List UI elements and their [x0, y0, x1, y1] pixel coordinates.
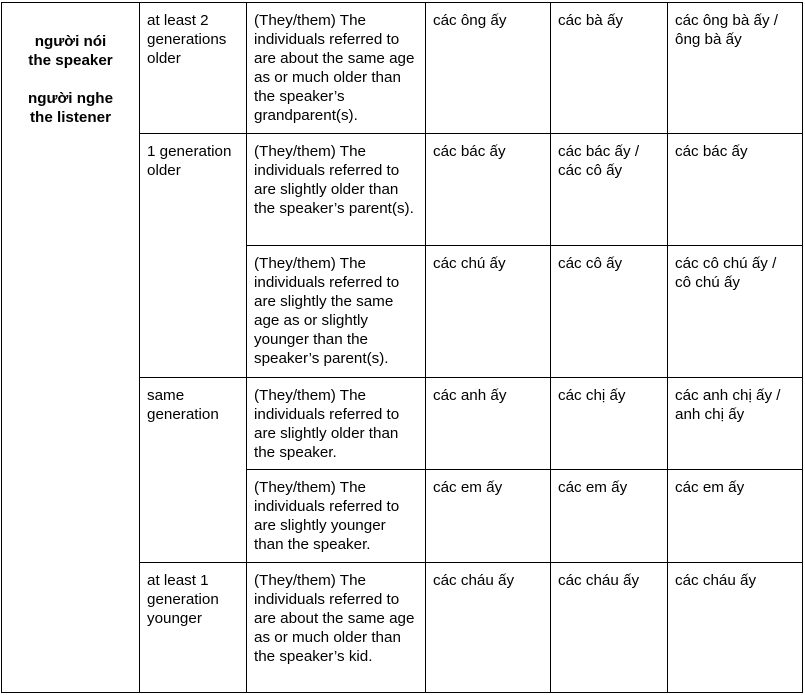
description-cell: (They/them) The individuals referred to are about the same age as or much older than the speaker’s grandparent(s).: [247, 3, 426, 134]
pronoun-cell-mixed: các cô chú ấy / cô chú ấy: [668, 246, 803, 378]
pronoun-cell-female: các em ấy: [551, 470, 668, 563]
pronoun-cell-mixed: các anh chị ấy / anh chị ấy: [668, 378, 803, 470]
generation-cell: same generation: [140, 378, 247, 563]
pronoun-cell-female: các bà ấy: [551, 3, 668, 134]
pronoun-cell-mixed: các ông bà ấy / ông bà ấy: [668, 3, 803, 134]
pronoun-cell-male: các em ấy: [426, 470, 551, 563]
pronoun-cell-male: các bác ấy: [426, 134, 551, 246]
generation-cell: 1 generation older: [140, 134, 247, 378]
description-cell: (They/them) The individuals referred to are slightly older than the speaker.: [247, 378, 426, 470]
pronoun-cell-female: các bác ấy / các cô ấy: [551, 134, 668, 246]
speaker-label-vi: người nói: [34, 33, 107, 50]
description-cell: (They/them) The individuals referred to are about the same age as or much older than the speaker’s kid.: [247, 563, 426, 693]
pronoun-cell-male: các ông ấy: [426, 3, 551, 134]
generation-cell: at least 2 generations older: [140, 3, 247, 134]
pronoun-cell-female: các cháu ấy: [551, 563, 668, 693]
pronoun-cell-male: các anh ấy: [426, 378, 551, 470]
pronoun-cell-male: các cháu ấy: [426, 563, 551, 693]
speaker-label-en: the speaker: [28, 52, 113, 69]
pronoun-cell-mixed: các bác ấy: [668, 134, 803, 246]
pronoun-cell-mixed: các cháu ấy: [668, 563, 803, 693]
listener-label-vi: người nghe: [27, 90, 114, 107]
description-cell: (They/them) The individuals referred to are slightly the same age as or slightly younger than the speaker’s parent(s).: [247, 246, 426, 378]
pronoun-cell-female: các cô ấy: [551, 246, 668, 378]
pronoun-cell-female: các chị ấy: [551, 378, 668, 470]
speaker-listener-cell: [2, 3, 140, 693]
pronoun-cell-mixed: các em ấy: [668, 470, 803, 563]
description-cell: (They/them) The individuals referred to are slightly younger than the speaker.: [247, 470, 426, 563]
listener-label-en: the listener: [29, 109, 112, 126]
table-row: [2, 3, 803, 134]
pronoun-cell-male: các chú ấy: [426, 246, 551, 378]
pronoun-table: [1, 2, 803, 693]
generation-cell: at least 1 generation younger: [140, 563, 247, 693]
description-cell: (They/them) The individuals referred to are slightly older than the speaker’s parent(s).: [247, 134, 426, 246]
